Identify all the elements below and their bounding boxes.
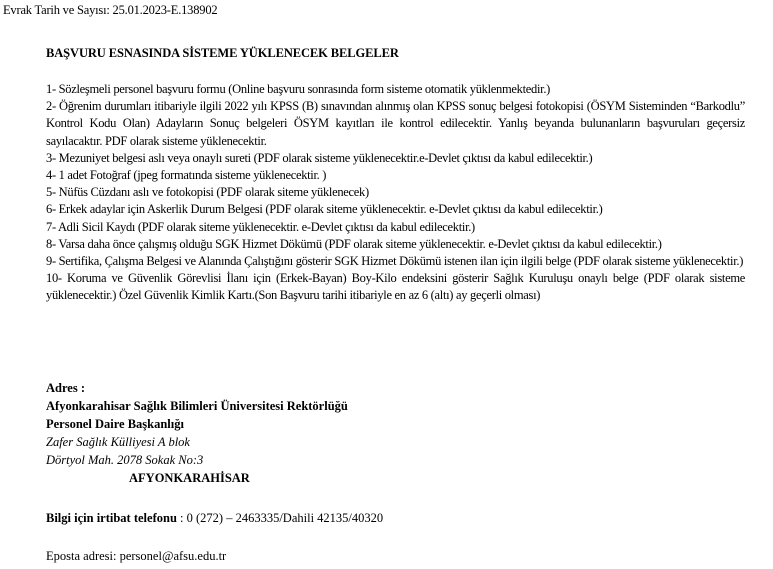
address-block xyxy=(46,379,348,487)
list-item: 2- Öğrenim durumları itibariyle ilgili 2022 yılı KPSS (B) sınavından alınmış olan KPSS sonuç belgesi fotokopisi (ÖSYM Sisteminden “Barkodlu” Kontrol Kodu Olan) Adayların Sonuç belgeleri ÖSYM kayıtları ile kontrol edilecektir. Yanlış beyanda bulunanların başvuruları geçersiz sayılacaktır. PDF olarak sisteme yüklenecektir. xyxy=(46,99,745,148)
contact-phone-value: : 0 (272) – 2463335/Dahili 42135/40320 xyxy=(176,511,384,525)
list-item: 4- 1 adet Fotoğraf (jpeg formatında sisteme yüklenecektir. ) xyxy=(46,168,327,183)
email-label: Eposta adresi: xyxy=(46,549,120,563)
list-item: 8- Varsa daha önce çalışmış olduğu SGK Hizmet Dökümü (PDF olarak siteme yüklenecektir. e-Devlet çıktısı da kabul edilecektir.) xyxy=(46,236,662,251)
required-documents-list xyxy=(46,81,745,305)
list-item: 3- Mezuniyet belgesi aslı veya onaylı sureti (PDF olarak sisteme yüklenecektir.e-Devlet çıktısı da kabul edilecektir.) xyxy=(46,150,593,165)
email-link[interactable]: personel@afsu.edu.tr xyxy=(119,549,227,563)
department-name: Personel Daire Başkanlığı xyxy=(46,417,184,431)
address-city: AFYONKARAHİSAR xyxy=(129,471,250,485)
document-reference: Evrak Tarih ve Sayısı: 25.01.2023-E.138902 xyxy=(3,3,218,17)
address-line-2: Dörtyol Mah. 2078 Sokak No:3 xyxy=(46,453,204,467)
address-label: Adres : xyxy=(46,381,86,395)
list-item: 6- Erkek adaylar için Askerlik Durum Belgesi (PDF olarak siteme yüklenecektir. e-Devlet çıktısı da kabul edilecektir.) xyxy=(46,202,603,217)
list-item: 1- Sözleşmeli personel başvuru formu (Online başvuru sonrasında form sisteme otomatik yüklenmektedir.) xyxy=(46,82,551,96)
institution-name: Afyonkarahisar Sağlık Bilimleri Üniversitesi Rektörlüğü xyxy=(46,399,348,413)
list-item: 7- Adli Sicil Kaydı (PDF olarak siteme yüklenecektir. e-Devlet çıktısı da kabul edilecektir.) xyxy=(46,219,475,234)
page-title: BAŞVURU ESNASINDA SİSTEME YÜKLENECEK BELGELER xyxy=(46,46,399,60)
list-item: 10- Koruma ve Güvenlik Görevlisi İlanı için (Erkek-Bayan) Boy-Kilo endeksini gösterir Sağlık Kuruluşu onaylı belge (PDF olarak sisteme yüklenecektir.) Özel Güvenlik Kimlik Kartı.(Son Başvuru tarihi itibariyle en az 6 (altı) ay geçerli olması) xyxy=(46,271,745,303)
contact-email xyxy=(46,549,226,564)
list-item: 5- Nüfüs Cüzdanı aslı ve fotokopisi (PDF olarak siteme yüklenecek) xyxy=(46,185,369,200)
address-line-1: Zafer Sağlık Külliyesi A blok xyxy=(46,435,190,449)
contact-phone xyxy=(46,511,383,526)
list-item: 9- Sertifika, Çalışma Belgesi ve Alanında Çalıştığını gösterir SGK Hizmet Dökümü istenen ilan için ilgili belge (PDF olarak sisteme yüklenecektir.) xyxy=(46,254,744,269)
contact-phone-label: Bilgi için irtibat telefonu xyxy=(46,511,177,525)
